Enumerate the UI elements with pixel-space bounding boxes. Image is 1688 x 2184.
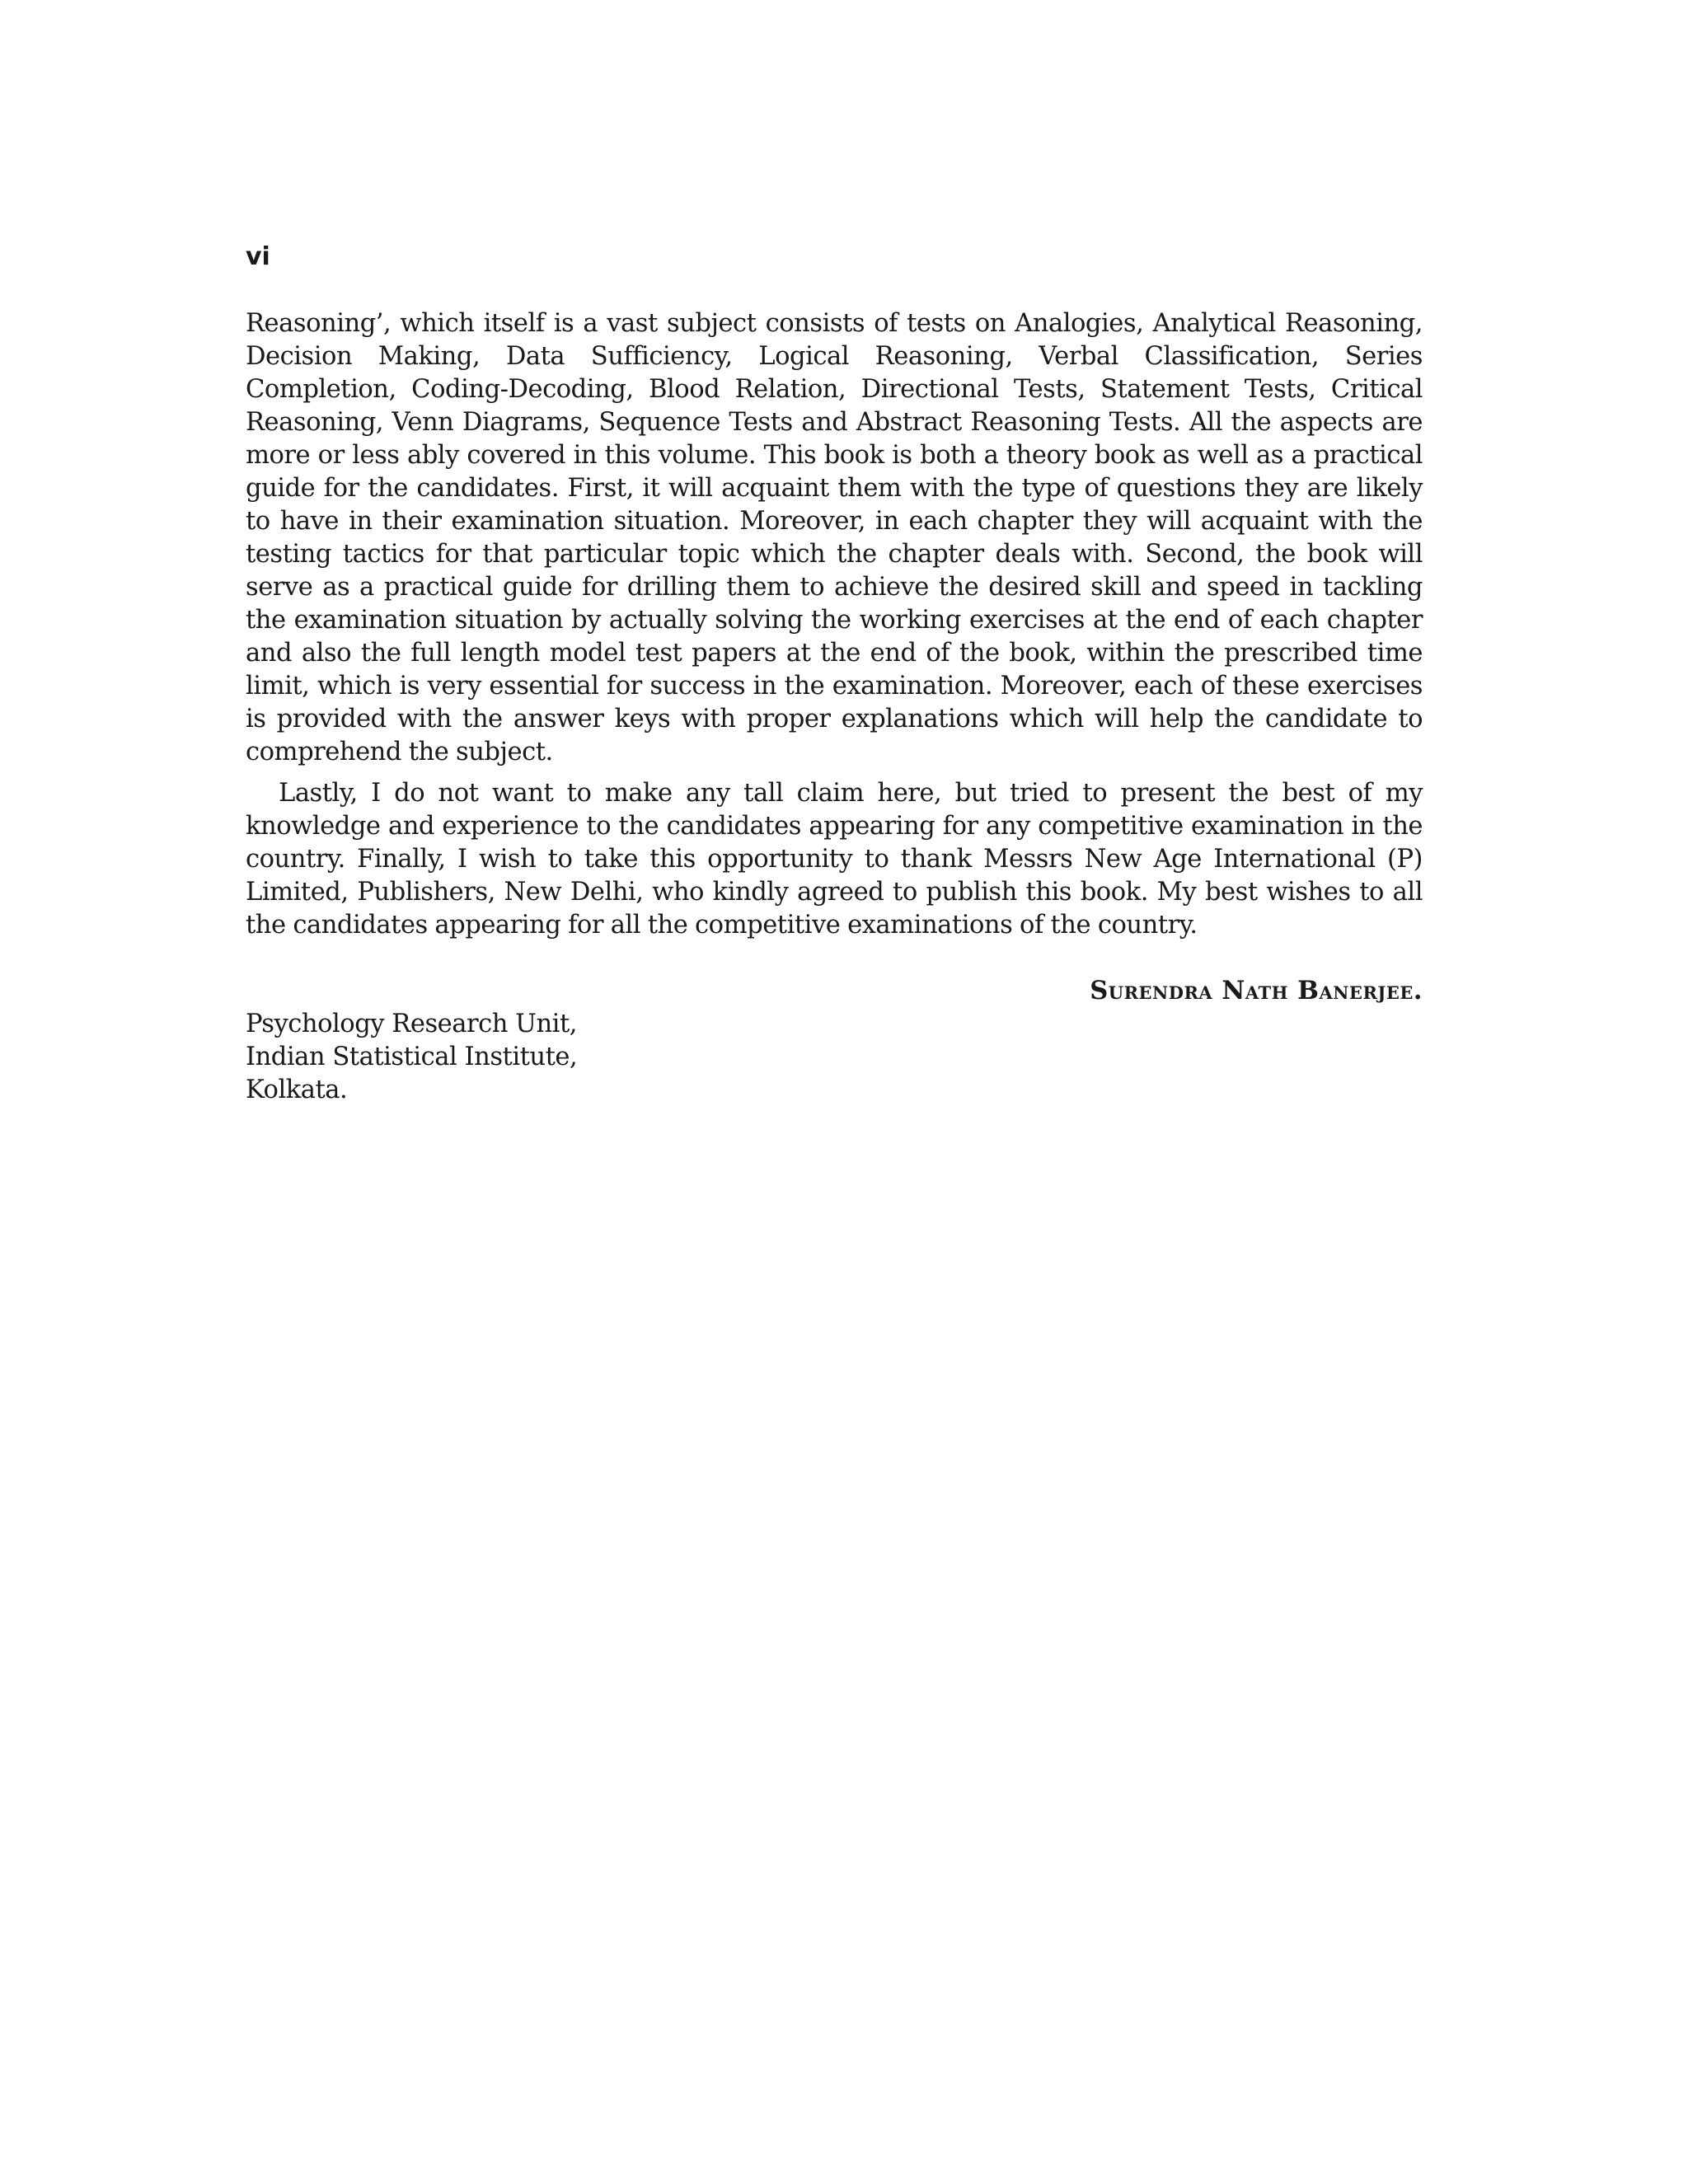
paragraph-1: Reasoning’, which itself is a vast subject consists of tests on Analogies, Analytical Reasoning, Decision Making, Data Sufficiency, Logical Reasoning, Verbal Classification, Series Completion, Coding-Decoding, Blood Relation, Directional Tests, Statement Tests, Critical Reasoning, Venn Diagrams, Sequence Tests and Abstract Reasoning Tests. All the aspects are more or less ably covered in this volume. This book is both a theory book as well as a practical guide for the candidates. First, it will acquaint them with the type of questions they are likely to have in their examination situation. Moreover, in each chapter they will acquaint with the testing tactics for that particular topic which the chapter deals with. Second, the book will serve as a practical guide for drilling them to achieve the desired skill and speed in tackling the examination situation by actually solving the working exercises at the end of each chapter and also the full length model test papers at the end of the book, within the prescribed time limit, which is very essential for success in the examination. Moreover, each of these exercises is provided with the answer keys with proper explanations which will help the candidate to comprehend the subject.: [246, 309, 1423, 766]
paragraph-2: Lastly, I do not want to make any tall claim here, but tried to present the best of my knowledge and experience to the candidates appearing for any competitive examination in the country. Finally, I wish to take this opportunity to thank Messrs New Age International (P) Limited, Publishers, New Delhi, who kindly agreed to publish this book. My best wishes to all the candidates appearing for all the competitive examinations of the country.: [246, 779, 1423, 940]
address-line-city: Kolkata.: [246, 1076, 348, 1104]
page-number: vi: [246, 242, 270, 271]
address-line-department: Psychology Research Unit,: [246, 1010, 577, 1038]
body-text: [246, 307, 1423, 942]
author-address: [246, 1008, 577, 1107]
author-signature: Surendra Nath Banerjee.: [1090, 976, 1423, 1005]
address-line-institute: Indian Statistical Institute,: [246, 1043, 578, 1071]
